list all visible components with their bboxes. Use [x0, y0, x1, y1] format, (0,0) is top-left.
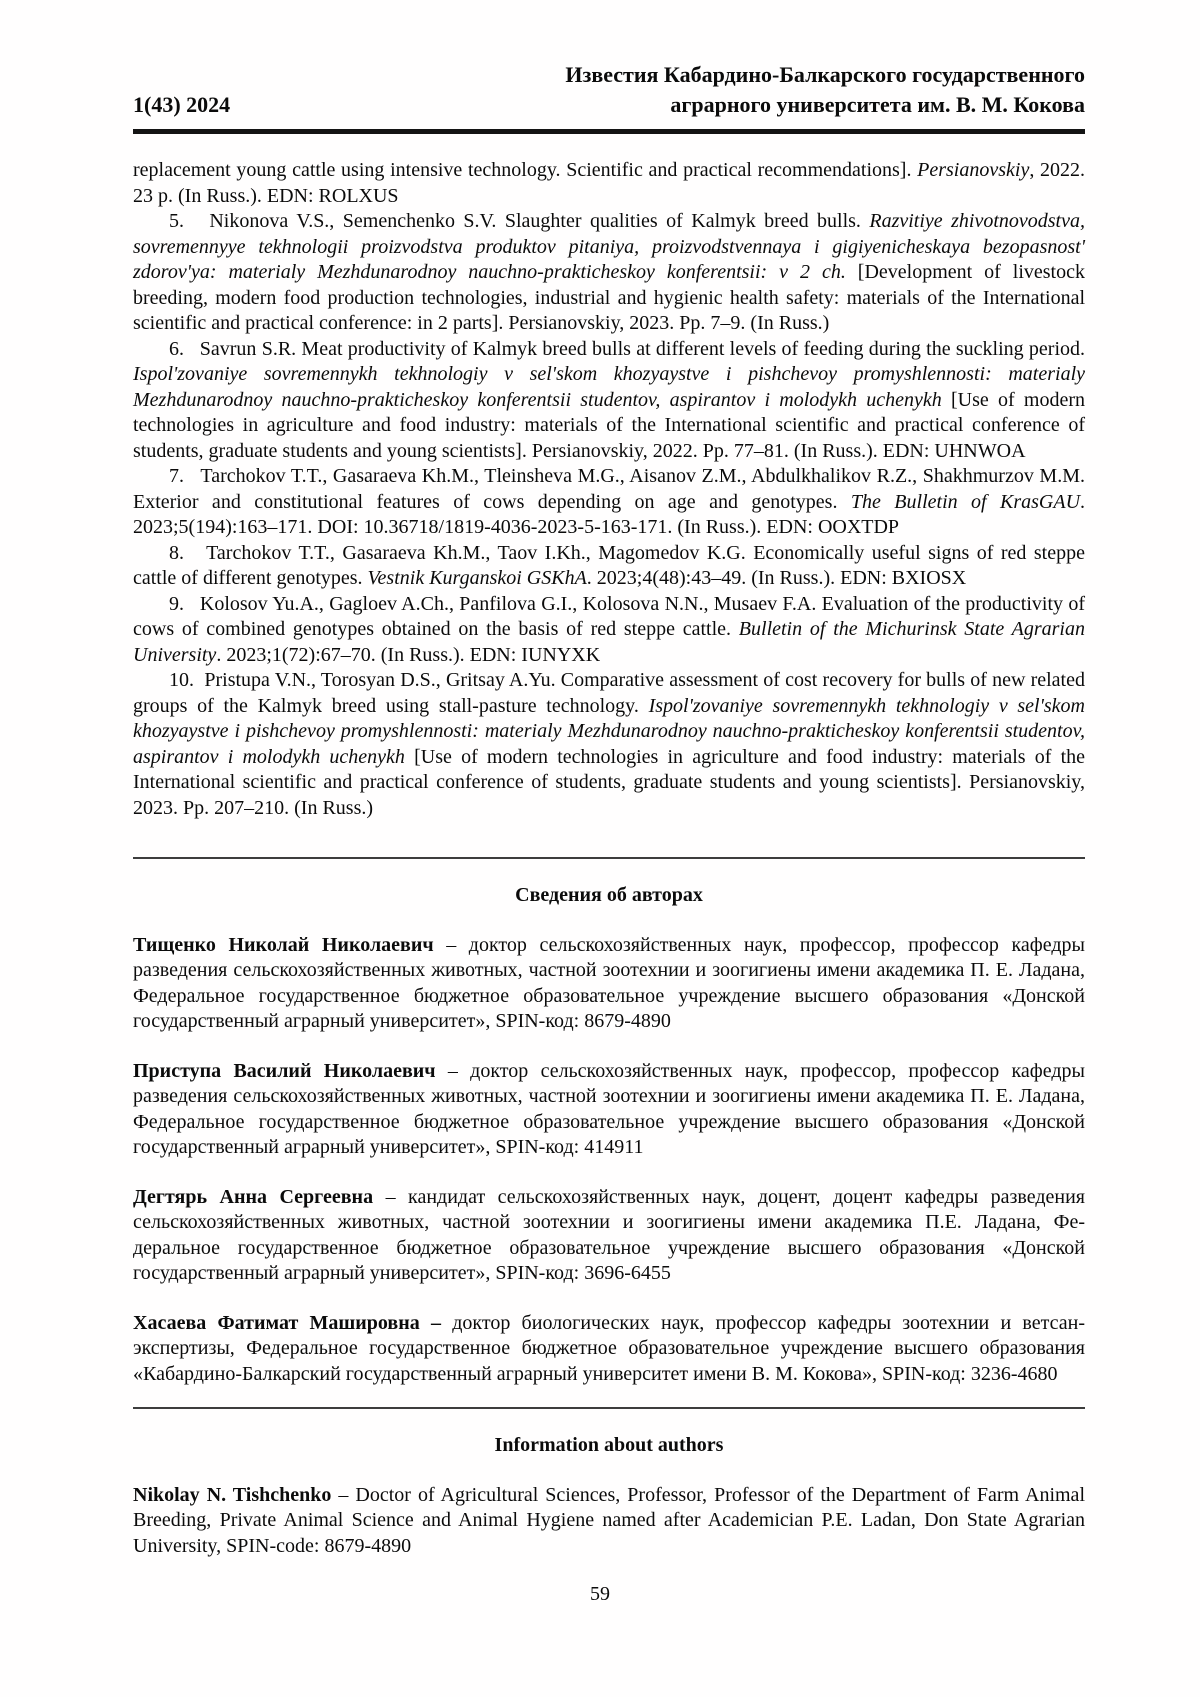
- author-ru-item: Приступа Василий Николаевич – доктор сельскохозяйственных наук, профессор, профессор кафедры разведения сельскохозяйственных животных, частной зоотехнии и зоогигиены имени академика П. Е. Ладана, Федеральное государственное бюджетное образовательное учреждение высшего образования «Донской государственный аграрный университет», SPIN-код: 414911: [133, 1059, 1085, 1158]
- authors-ru-section: [133, 933, 1085, 1388]
- reference-item: 5. Nikonova V.S., Semenchenko S.V. Slaughter qualities of Kalmyk breed bulls. Razvitiye zhivotnovodstva, sovremennyye tekhnologii proizvodstva produktov pitaniya, proizvodstvennaya i gigiyenicheskaya bezopasnost' zdorov'ya: materialy Mezhdunarodnoy nauchno-prakticheskoy konferentsii: v 2 ch. [Development of livestock breeding, modern food production technologies, industrial and hygienic health safety: materials of the International scientific and practical conference: in 2 parts]. Persianovskiy, 2023. Pp. 7–9. (In Russ.): [133, 210, 1085, 334]
- journal-title-line1: Известия Кабардино-Балкарского государственного: [565, 62, 1085, 87]
- authors-en-section: [133, 1483, 1085, 1560]
- reference-item: 7. Tarchokov T.T., Gasaraeva Kh.M., Tleinsheva M.G., Aisanov Z.M., Abdulkhalikov R.Z., Shakhmurzov M.M. Exterior and constitutional features of cows depending on age and genotypes. The Bulletin of KrasGAU. 2023;5(194):163–171. DOI: 10.36718/1819-4036-2023-5-163-171. (In Russ.). EDN: OOXTDP: [133, 465, 1086, 538]
- issue-number: 1(43) 2024: [133, 92, 231, 117]
- author-ru-item: Хасаева Фатимат Машировна – доктор биологических наук, профессор кафедры зоотехнии и ветсанэкспертизы, Федеральное государственное бюджетное образовательное учреждение высшего образования «Кабардино-Балкарский государственный аграрный университет имени В. М. Кокова», SPIN-код: 3236-4680: [133, 1311, 1085, 1385]
- authors-ru-heading: Сведения об авторах: [515, 884, 703, 906]
- references-section: [133, 158, 1085, 821]
- reference-item: 9. Kolosov Yu.A., Gagloev A.Ch., Panfilova G.I., Kolosova N.N., Musaev F.A. Evaluation of the productivity of cows of combined genotypes obtained on the basis of red steppe cattle. Bulletin of the Michurinsk State Agrarian University. 2023;1(72):67–70. (In Russ.). EDN: IUNYXK: [133, 592, 1085, 666]
- authors-ru-divider: [133, 857, 1085, 859]
- author-ru-item: Дегтярь Анна Сергеевна – кандидат сельскохозяйственных наук, доцент, доцент кафедры разведения сельскохозяйственных животных, частной зоотехнии и зоогигиены имени академика П.Е. Ладана, Федеральное государственное бюджетное образовательное учреждение высшего образования «Донской государственный аграрный университет», SPIN-код: 3696-6455: [133, 1185, 1086, 1284]
- page-header: [133, 60, 1085, 120]
- journal-title: [565, 60, 1085, 120]
- reference-item: replacement young cattle using intensive technology. Scientific and practical recommendations]. Persianovskiy, 2022. 23 p. (In Russ.). EDN: ROLXUS: [133, 159, 1086, 207]
- header-rule: [133, 129, 1085, 134]
- journal-title-line2: аграрного университета им. В. М. Кокова: [670, 92, 1085, 117]
- reference-item: 10. Pristupa V.N., Torosyan D.S., Gritsay A.Yu. Comparative assessment of cost recovery for bulls of new related groups of the Kalmyk breed using stall-pasture technology. Ispol'zovaniye sovremennykh tekhnologiy v sel'skom khozyaystve i pishchevoy promyshlennosti: materialy Mezhdunarodnoy nauchno-prakticheskoy konferentsii studentov, aspirantov i molodykh uchenykh [Use of modern technologies in agriculture and food industry: materials of the International scientific and practical conference of students, graduate students and young scientists]. Persianovskiy, 2023. Pp. 207–210. (In Russ.): [133, 669, 1085, 819]
- reference-item: 8. Tarchokov T.T., Gasaraeva Kh.M., Taov I.Kh., Magomedov K.G. Economically useful signs of red steppe cattle of different genotypes. Vestnik Kurganskoi GSKhA. 2023;4(48):43–49. (In Russ.). EDN: BXIOSX: [133, 541, 1085, 589]
- author-en-item: Nikolay N. Tishchenko – Doctor of Agricultural Sciences, Professor, Professor of the Department of Farm Animal Breeding, Private Animal Science and Animal Hygiene named after Academician P.E. Ladan, Don State Agrarian University, SPIN-code: 8679-4890: [133, 1483, 1085, 1557]
- authors-en-divider: [133, 1407, 1085, 1409]
- author-ru-item: Тищенко Николай Николаевич – доктор сельскохозяйственных наук, профессор, профессор кафедры разведения сельскохозяйственных животных, частной зоотехнии и зоогигиены имени академика П. Е. Ладана, Федеральное государственное бюджетное образовательное учреждение высшего образования «Донской государственный аграрный университет», SPIN-код: 8679-4890: [133, 933, 1085, 1032]
- page-footer: [0, 1582, 1200, 1608]
- reference-item: 6. Savrun S.R. Meat productivity of Kalmyk breed bulls at different levels of feeding during the suckling period. Ispol'zovaniye sovremennykh tekhnologiy v sel'skom khozyaystve i pishchevoy promyshlennosti: materialy Mezhdunarodnoy nauchno-prakticheskoy konferentsii studentov, aspirantov i molodykh uchenykh [Use of modern technologies in agriculture and food industry: materials of the International scientific and practical conference of students, graduate students and young scientists]. Persianovskiy, 2022. Pp. 77–81. (In Russ.). EDN: UHNWOA: [133, 337, 1085, 462]
- page-number: 59: [590, 1583, 610, 1605]
- authors-en-heading: Information about authors: [494, 1434, 724, 1456]
